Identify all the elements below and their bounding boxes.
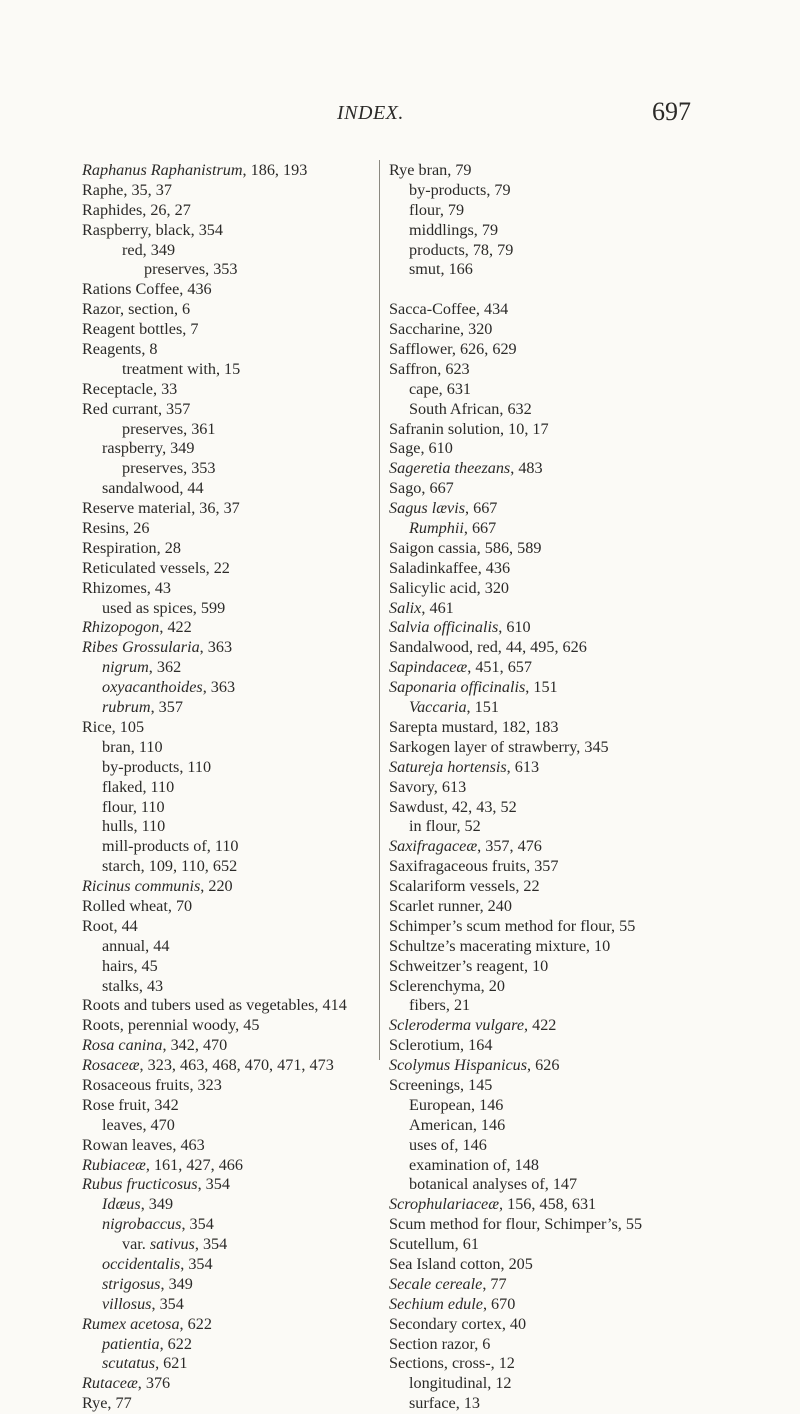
index-entry (389, 1215, 719, 1235)
entry-text: Resins, 26 (82, 519, 150, 538)
entry-text: , 349 (160, 1274, 193, 1293)
entry-text: , 151 (525, 678, 558, 697)
index-entry (82, 618, 372, 638)
entry-text: Secondary cortex, 40 (389, 1314, 527, 1333)
index-entry (82, 1136, 372, 1156)
entry-term-italic: Sechium edule (389, 1294, 483, 1313)
entry-text: , 422 (524, 1016, 557, 1035)
entry-term-italic: Satureja hortensis (389, 757, 507, 776)
index-entry (82, 280, 372, 300)
entry-text: , 349 (140, 1195, 174, 1214)
entry-text: raspberry, 349 (102, 439, 195, 458)
index-entry (389, 1255, 719, 1275)
entry-text: European, 146 (409, 1095, 504, 1114)
entry-term-italic: sativus (149, 1235, 195, 1254)
entry-text: , 483 (510, 459, 543, 478)
entry-text: , 451, 657 (467, 658, 532, 677)
index-entry (389, 1235, 719, 1255)
index-entry (82, 1315, 372, 1335)
entry-text: Scum method for flour, Schimper’s, 55 (389, 1215, 643, 1234)
entry-text: Respiration, 28 (82, 538, 181, 557)
entry-text: hairs, 45 (102, 956, 158, 975)
entry-text: uses of, 146 (409, 1135, 487, 1154)
index-entry (82, 638, 372, 658)
entry-text: Safranin solution, 10, 17 (389, 419, 549, 438)
entry-text: preserves, 353 (122, 459, 216, 478)
entry-text: Sago, 667 (389, 479, 454, 498)
entry-term-italic: Sapindaceæ (389, 658, 468, 677)
entry-term-italic: Ricinus communis (82, 877, 201, 896)
index-entry (82, 1016, 372, 1036)
index-entry (389, 1036, 719, 1056)
page-title: INDEX. (337, 102, 404, 124)
index-entry (82, 201, 372, 221)
entry-text: , 357, 476 (477, 837, 542, 856)
entry-term-italic: Salix (389, 598, 422, 617)
entry-text: , 610 (498, 618, 531, 637)
entry-text: leaves, 470 (102, 1115, 175, 1134)
index-entry (389, 400, 719, 420)
entry-term-italic: Scleroderma vulgare (389, 1016, 525, 1035)
index-entry (389, 1076, 719, 1096)
entry-text: Rye bran, 79 (389, 161, 472, 179)
entry-term-italic: Vaccaria (409, 698, 467, 717)
index-entry (82, 678, 372, 698)
entry-text: South African, 632 (409, 399, 532, 418)
index-entry (82, 519, 372, 539)
entry-text: Reagents, 8 (82, 340, 158, 359)
index-entry (389, 201, 719, 221)
entry-text: Rolled wheat, 70 (82, 896, 193, 915)
index-entry (82, 718, 372, 738)
entry-term-italic: Raphanus Raphanistrum (82, 161, 243, 179)
entry-term-italic: Sageretia theezans (389, 459, 511, 478)
index-entry (389, 420, 719, 440)
entry-term-italic: occidentalis (102, 1254, 181, 1273)
index-entry (389, 439, 719, 459)
index-entry (82, 817, 372, 837)
entry-text: Sections, cross-, 12 (389, 1354, 515, 1373)
index-entry (389, 638, 719, 658)
entry-text: in flour, 52 (409, 817, 481, 836)
index-entry (389, 1096, 719, 1116)
index-entry (389, 877, 719, 897)
entry-text: Saladinkaffee, 436 (389, 558, 511, 577)
index-entry (82, 181, 372, 201)
entry-text: Schultze’s macerating mixture, 10 (389, 936, 611, 955)
entry-text: Salicylic acid, 320 (389, 578, 510, 597)
entry-text: , 622 (179, 1314, 212, 1333)
index-entry (389, 539, 719, 559)
index-entry (389, 837, 719, 857)
entry-term-italic: Saxifragaceæ (389, 837, 478, 856)
page-number: 697 (652, 97, 691, 126)
entry-text: botanical analyses of, 147 (409, 1175, 578, 1194)
entry-text: cape, 631 (409, 379, 472, 398)
index-entry (82, 599, 372, 619)
index-entry (389, 1374, 719, 1394)
index-entry (389, 1175, 719, 1195)
index-column-left (82, 161, 372, 1414)
index-entry (389, 599, 719, 619)
entry-text: longitudinal, 12 (409, 1374, 512, 1393)
index-entry (82, 1215, 372, 1235)
index-entry (82, 1335, 372, 1355)
entry-text: , 156, 458, 631 (499, 1195, 597, 1214)
entry-text: , 667 (465, 499, 498, 518)
entry-text: Roots, perennial woody, 45 (82, 1016, 260, 1035)
entry-text: Reticulated vessels, 22 (82, 558, 230, 577)
index-entry (389, 241, 719, 261)
index-column-right (389, 161, 719, 1414)
entry-text: , 613 (506, 757, 540, 776)
index-entry (82, 1374, 372, 1394)
entry-text: var. (122, 1235, 150, 1254)
entry-text: , 354 (151, 1294, 184, 1313)
entry-text: Savory, 613 (389, 777, 467, 796)
entry-text: Sacca-Coffee, 434 (389, 300, 509, 319)
index-entry (82, 320, 372, 340)
index-entry (82, 1235, 372, 1255)
index-entry (389, 917, 719, 937)
entry-text: by-products, 79 (409, 180, 511, 199)
index-entry (82, 1156, 372, 1176)
entry-text: preserves, 353 (144, 260, 238, 279)
entry-term-italic: strigosus (102, 1274, 161, 1293)
index-entry (82, 798, 372, 818)
entry-text: Reserve material, 36, 37 (82, 499, 240, 518)
index-entry (82, 1175, 372, 1195)
entry-text: sandalwood, 44 (102, 479, 204, 498)
index-entry (389, 519, 719, 539)
entry-text: , 323, 463, 468, 470, 471, 473 (139, 1056, 334, 1075)
index-entry (82, 977, 372, 997)
index-entry (82, 579, 372, 599)
section-gap (389, 280, 719, 300)
index-entry (82, 1076, 372, 1096)
entry-text: Raphe, 35, 37 (82, 180, 172, 199)
index-entry (389, 499, 719, 519)
entry-text: hulls, 110 (102, 817, 166, 836)
index-entry (389, 559, 719, 579)
entry-text: Raphides, 26, 27 (82, 200, 191, 219)
entry-term-italic: Rhizopogon (82, 618, 160, 637)
entry-text: Rice, 105 (82, 717, 145, 736)
entry-text: Rowan leaves, 463 (82, 1135, 205, 1154)
index-entry (389, 320, 719, 340)
index-entry (389, 718, 719, 738)
index-entry (389, 380, 719, 400)
index-entry (82, 758, 372, 778)
entry-text: , 220 (200, 877, 233, 896)
entry-text: products, 78, 79 (409, 240, 514, 259)
index-entry (82, 340, 372, 360)
index-entry (389, 181, 719, 201)
entry-text: Screenings, 145 (389, 1075, 493, 1094)
entry-text: , 376 (137, 1374, 171, 1393)
index-entry (82, 499, 372, 519)
entry-text: , 667 (463, 519, 497, 538)
index-entry (82, 837, 372, 857)
entry-text: flour, 110 (102, 797, 165, 816)
entry-term-italic: Sagus lævis (389, 499, 465, 518)
index-entry (389, 1275, 719, 1295)
entry-text: Red currant, 357 (82, 399, 191, 418)
entry-text: , 357 (150, 698, 183, 717)
entry-text: Schweitzer’s reagent, 10 (389, 956, 549, 975)
entry-text: examination of, 148 (409, 1155, 539, 1174)
entry-text: middlings, 79 (409, 220, 499, 239)
entry-text: Schimper’s scum method for flour, 55 (389, 916, 636, 935)
entry-text: Rosaceous fruits, 323 (82, 1075, 222, 1094)
index-entry (82, 459, 372, 479)
entry-term-italic: scutatus (102, 1354, 156, 1373)
index-entry (82, 1195, 372, 1215)
index-entry (82, 1295, 372, 1315)
entry-text: Safflower, 626, 629 (389, 340, 517, 359)
entry-text: flaked, 110 (102, 777, 175, 796)
index-entry (82, 738, 372, 758)
entry-term-italic: Rosaceæ (82, 1056, 140, 1075)
entry-text: , 161, 427, 466 (145, 1155, 243, 1174)
index-entry (389, 340, 719, 360)
entry-text: Saccharine, 320 (389, 320, 493, 339)
entry-text: Sclerenchyma, 20 (389, 976, 505, 995)
index-entry (82, 241, 372, 261)
entry-text: Saxifragaceous fruits, 357 (389, 857, 559, 876)
index-entry (389, 678, 719, 698)
entry-text: , 77 (482, 1274, 507, 1293)
index-entry (82, 380, 372, 400)
entry-text: Sawdust, 42, 43, 52 (389, 797, 517, 816)
entry-text: , 363 (199, 638, 233, 657)
entry-text: , 354 (197, 1175, 230, 1194)
index-entry (389, 1016, 719, 1036)
entry-text: , 151 (466, 698, 499, 717)
entry-text: used as spices, 599 (102, 598, 226, 617)
index-entry (389, 1056, 719, 1076)
entry-term-italic: Rutaceæ (82, 1374, 138, 1393)
index-entry (82, 857, 372, 877)
entry-text: Rhizomes, 43 (82, 578, 172, 597)
entry-text: , 621 (155, 1354, 188, 1373)
index-entry (389, 658, 719, 678)
index-entry (389, 977, 719, 997)
entry-text: Scarlet runner, 240 (389, 896, 512, 915)
index-entry (389, 360, 719, 380)
index-entry (82, 161, 372, 181)
index-entry (82, 1056, 372, 1076)
entry-text: , 354 (180, 1254, 213, 1273)
entry-text: Roots and tubers used as vegetables, 414 (82, 996, 347, 1015)
index-entry (389, 798, 719, 818)
index-entry (82, 1275, 372, 1295)
index-entry (389, 1394, 719, 1414)
page-header (0, 96, 800, 130)
index-entry (389, 897, 719, 917)
index-entry (389, 260, 719, 280)
entry-text: smut, 166 (409, 260, 473, 279)
index-entry (82, 1255, 372, 1275)
entry-text: fibers, 21 (409, 996, 471, 1015)
entry-text: Sea Island cotton, 205 (389, 1254, 533, 1273)
entry-text: , 670 (482, 1294, 516, 1313)
index-entry (82, 957, 372, 977)
index-entry (389, 758, 719, 778)
index-entry (82, 1116, 372, 1136)
index-entry (82, 1036, 372, 1056)
entry-text: surface, 13 (409, 1394, 481, 1413)
entry-term-italic: nigrum (102, 658, 149, 677)
entry-text: annual, 44 (102, 936, 170, 955)
entry-text: , 362 (148, 658, 182, 677)
entry-text: , 186, 193 (242, 161, 308, 179)
index-entry (82, 479, 372, 499)
index-entry (389, 221, 719, 241)
entry-text: starch, 109, 110, 652 (102, 857, 238, 876)
index-entry (389, 738, 719, 758)
entry-text: , 363 (202, 678, 236, 697)
index-entry (389, 161, 719, 181)
entry-text: Sarepta mustard, 182, 183 (389, 717, 559, 736)
entry-text: Sandalwood, red, 44, 495, 626 (389, 638, 587, 657)
entry-term-italic: Salvia officinalis (389, 618, 499, 637)
index-entry (389, 1156, 719, 1176)
entry-text: , 354 (194, 1235, 228, 1254)
entry-term-italic: nigrobaccus (102, 1215, 182, 1234)
index-entry (82, 260, 372, 280)
entry-term-italic: Scolymus Hispanicus (389, 1056, 528, 1075)
entry-text: Saigon cassia, 586, 589 (389, 538, 542, 557)
entry-term-italic: Rumex acetosa (82, 1314, 180, 1333)
index-entry (82, 1354, 372, 1374)
index-entry (389, 300, 719, 320)
index-entry (389, 996, 719, 1016)
index-entry (82, 420, 372, 440)
entry-text: preserves, 361 (122, 419, 216, 438)
entry-term-italic: oxyacanthoides (102, 678, 203, 697)
entry-text: stalks, 43 (102, 976, 164, 995)
entry-text: Saffron, 623 (389, 359, 470, 378)
entry-text: American, 146 (409, 1115, 506, 1134)
index-entry (82, 877, 372, 897)
index-entry (82, 400, 372, 420)
index-entry (389, 1295, 719, 1315)
entry-text: Raspberry, black, 354 (82, 220, 223, 239)
entry-text: Rose fruit, 342 (82, 1095, 179, 1114)
index-entry (389, 778, 719, 798)
index-entry (389, 937, 719, 957)
index-entry (82, 439, 372, 459)
index-entry (82, 917, 372, 937)
entry-text: mill-products of, 110 (102, 837, 239, 856)
entry-text: , 461 (421, 598, 454, 617)
entry-text: red, 349 (122, 240, 176, 259)
index-entry (389, 479, 719, 499)
index-entry (82, 996, 372, 1016)
index-entry (389, 1335, 719, 1355)
entry-term-italic: Rosa canina (82, 1036, 163, 1055)
index-entry (389, 579, 719, 599)
index-entry (389, 1315, 719, 1335)
entry-text: Section razor, 6 (389, 1334, 491, 1353)
entry-text: by-products, 110 (102, 757, 212, 776)
entry-term-italic: Rubus fructicosus (82, 1175, 198, 1194)
index-entry (389, 1136, 719, 1156)
entry-text: Sage, 610 (389, 439, 453, 458)
entry-text: flour, 79 (409, 200, 465, 219)
index-entry (82, 360, 372, 380)
entry-text: treatment with, 15 (122, 359, 241, 378)
entry-term-italic: Secale cereale (389, 1274, 483, 1293)
index-entry (389, 957, 719, 977)
index-entry (82, 937, 372, 957)
entry-term-italic: Saponaria officinalis (389, 678, 526, 697)
index-entry (82, 778, 372, 798)
entry-text: Rye, 77 (82, 1394, 132, 1413)
entry-text: Receptacle, 33 (82, 379, 178, 398)
entry-text: , 626 (527, 1056, 560, 1075)
entry-text: Razor, section, 6 (82, 300, 191, 319)
index-entry (82, 221, 372, 241)
entry-term-italic: Idæus (102, 1195, 141, 1214)
entry-term-italic: Scrophulariaceæ (389, 1195, 500, 1214)
entry-text: Sarkogen layer of strawberry, 345 (389, 737, 609, 756)
entry-text: , 422 (159, 618, 192, 637)
entry-text: Scutellum, 61 (389, 1235, 479, 1254)
index-entry (389, 459, 719, 479)
entry-text: , 622 (159, 1334, 192, 1353)
index-entry (389, 817, 719, 837)
index-entry (82, 539, 372, 559)
entry-text: Root, 44 (82, 916, 138, 935)
entry-text: Rations Coffee, 436 (82, 280, 212, 299)
index-entry (82, 1394, 372, 1414)
entry-text: bran, 110 (102, 737, 163, 756)
index-entry (82, 1096, 372, 1116)
index-entry (82, 897, 372, 917)
entry-text: , 342, 470 (162, 1036, 228, 1055)
entry-term-italic: Rubiaceæ (82, 1155, 146, 1174)
index-entry (82, 698, 372, 718)
index-entry (389, 618, 719, 638)
index-entry (389, 1116, 719, 1136)
entry-term-italic: villosus (102, 1294, 152, 1313)
index-entry (389, 698, 719, 718)
entry-term-italic: patientia (102, 1334, 160, 1353)
index-entry (82, 300, 372, 320)
entry-text: Reagent bottles, 7 (82, 320, 199, 339)
column-divider (379, 160, 380, 1060)
index-entry (82, 559, 372, 579)
entry-term-italic: Rumphii (409, 519, 464, 538)
index-entry (389, 1354, 719, 1374)
entry-text: Sclerotium, 164 (389, 1036, 493, 1055)
entry-text: Scalariform vessels, 22 (389, 877, 540, 896)
index-entry (389, 1195, 719, 1215)
entry-text: , 354 (181, 1215, 214, 1234)
entry-term-italic: Ribes Grossularia (82, 638, 200, 657)
index-entry (389, 857, 719, 877)
entry-term-italic: rubrum (102, 698, 151, 717)
index-entry (82, 658, 372, 678)
